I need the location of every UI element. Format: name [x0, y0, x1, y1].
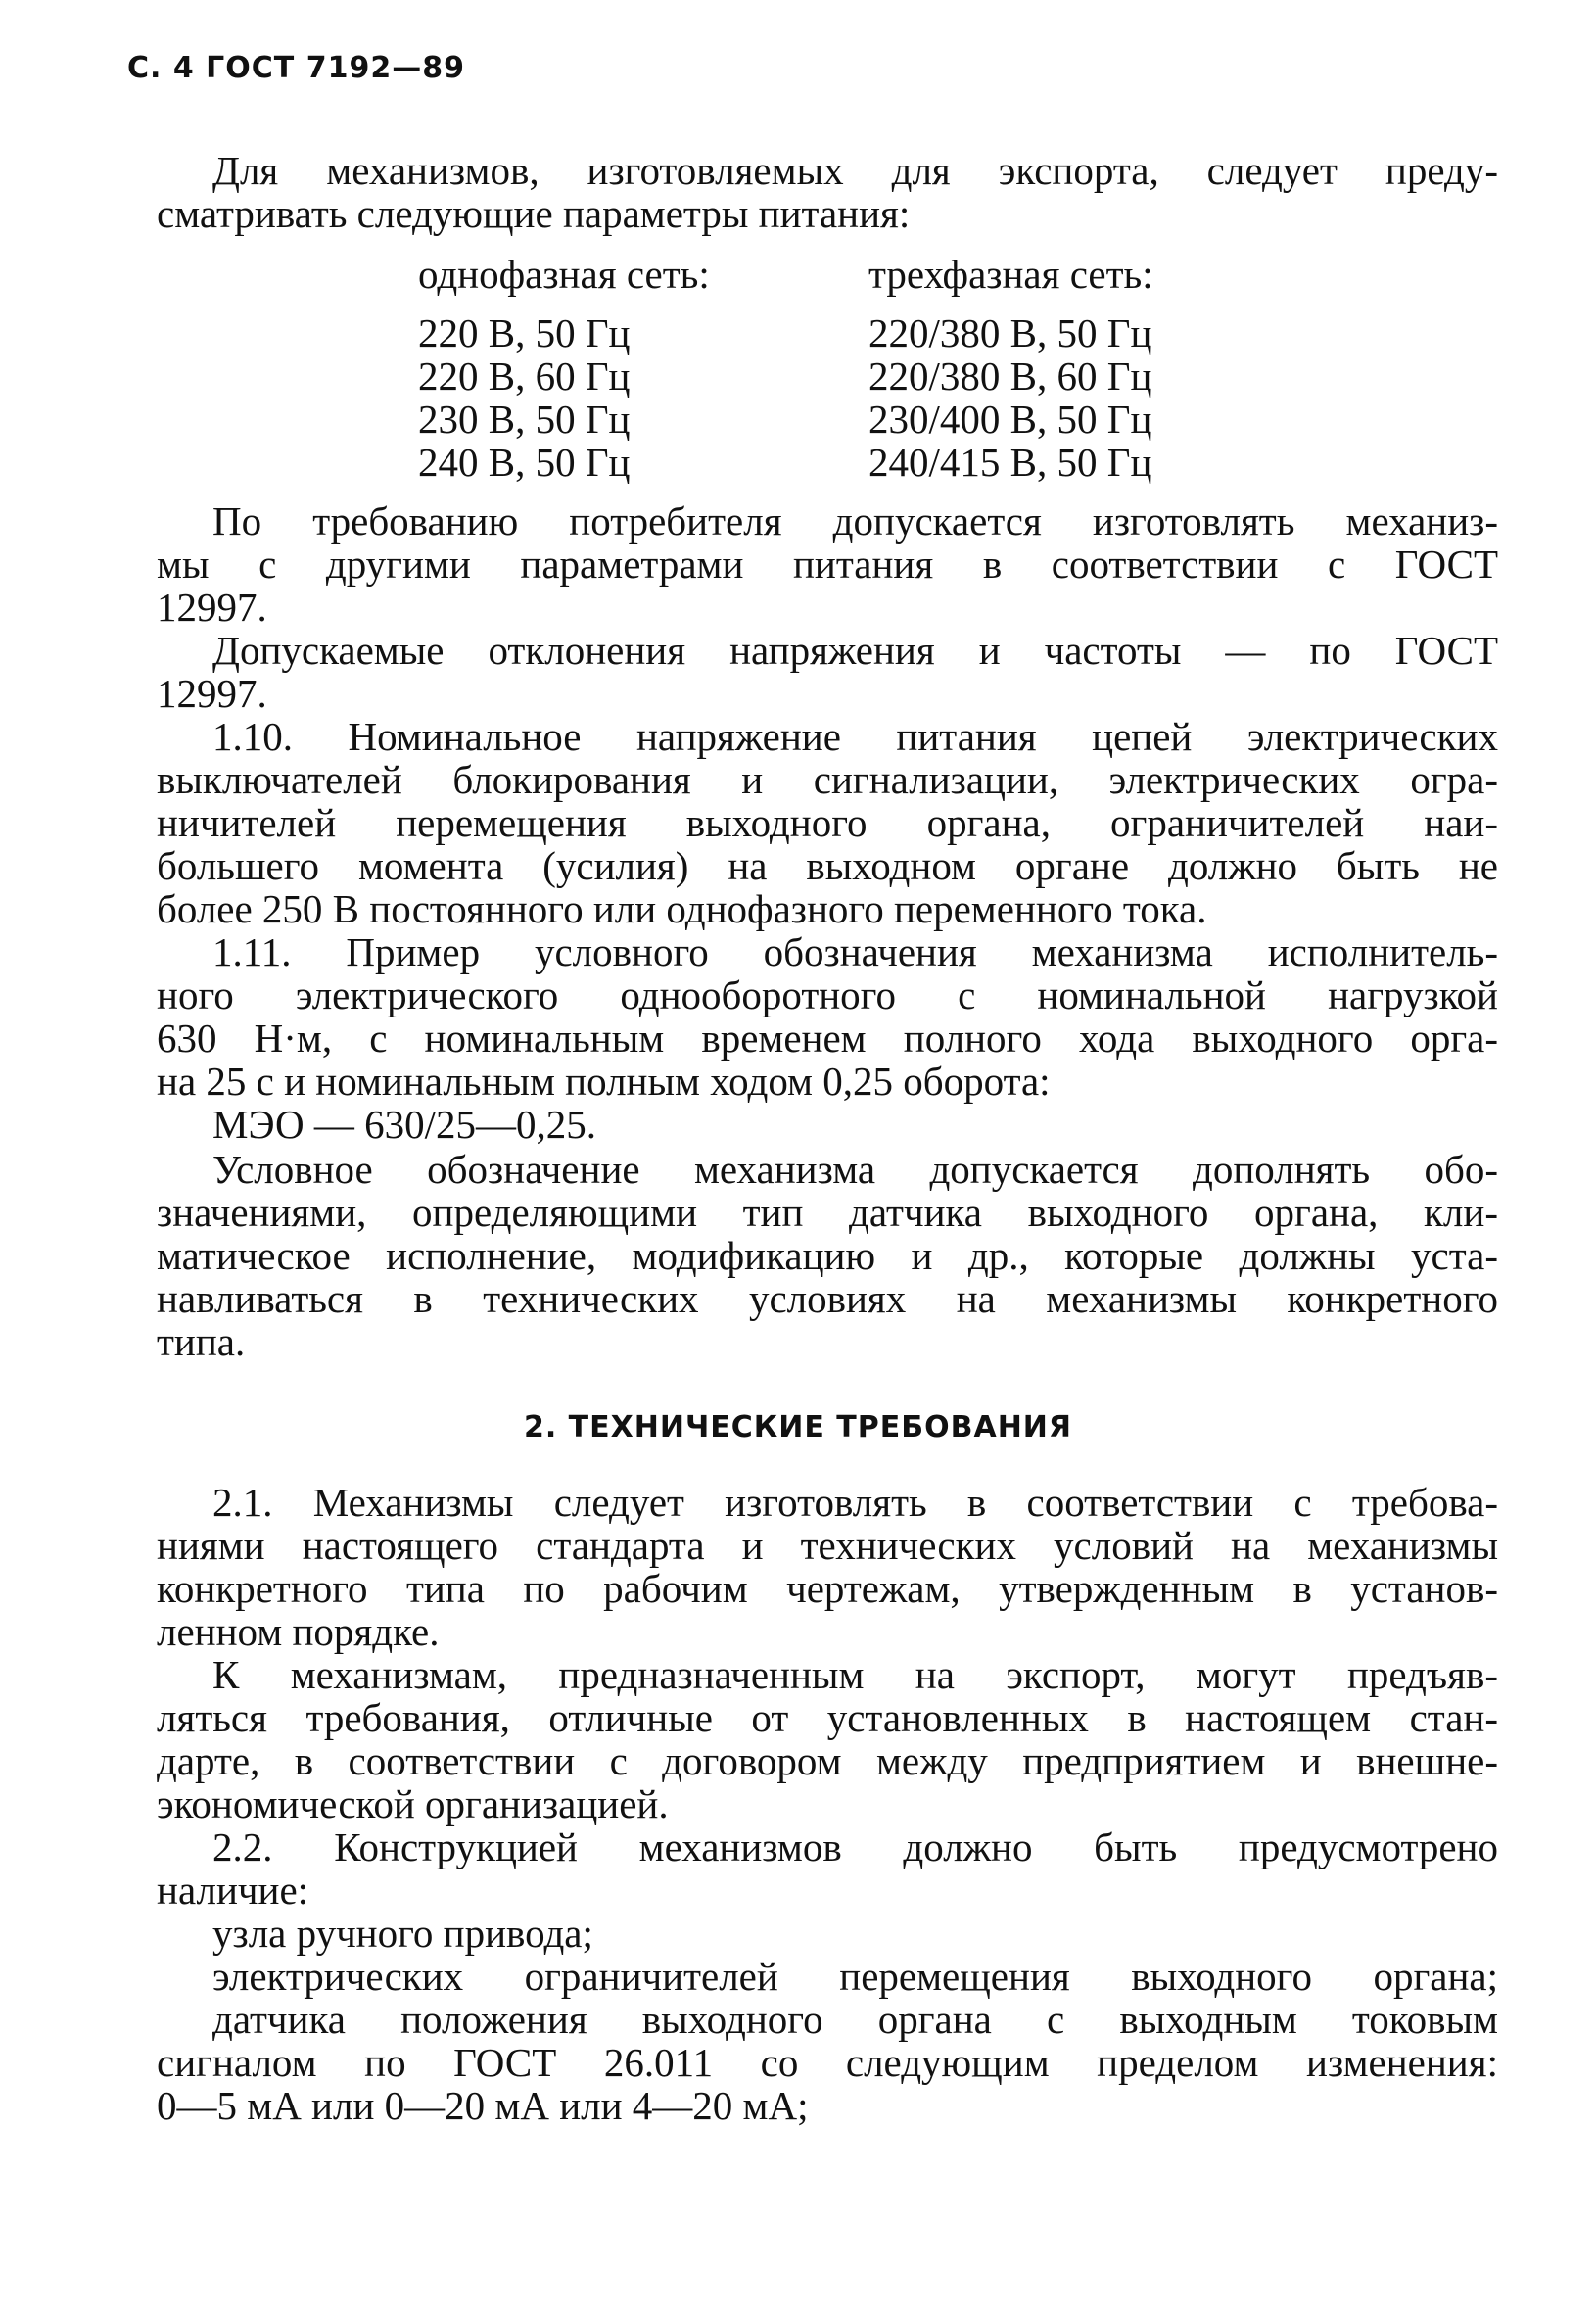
paragraph-line: 12997. — [157, 671, 267, 716]
clause-1-10-line: более 250 В постоянного или однофазного переменного тока. — [157, 886, 1207, 931]
clause-1-11-line: ного электрического однооборотного с номинальной нагрузкой — [157, 972, 1498, 1017]
paragraph-line: По требованию потребителя допускается изготовлять механиз- — [212, 498, 1498, 544]
designation-example: МЭО — 630/25—0,25. — [212, 1102, 597, 1147]
clause-1-10-line: выключателей блокирования и сигнализации, электрических огра- — [157, 757, 1498, 802]
clause-2-2-line: 2.2. Конструкцией механизмов должно быть предусмотрено — [212, 1824, 1498, 1869]
single-phase-value: 240 В, 50 Гц — [418, 440, 631, 485]
sensor-item-line: датчика положения выходного органа с выходным токовым — [212, 1997, 1498, 2042]
paragraph-line: дарте, в соответствии с договором между предприятием и внешне- — [157, 1738, 1498, 1783]
intro-line-1: Для механизмов, изготовляемых для экспорта, следует преду- — [212, 148, 1498, 193]
sensor-item-line: 0—5 мА или 0—20 мА или 4—20 мА; — [157, 2083, 809, 2128]
paragraph-line: Условное обозначение механизма допускается дополнять обо- — [212, 1147, 1498, 1192]
three-phase-column — [868, 253, 1153, 484]
clause-2-1-line: конкретного типа по рабочим чертежам, утвержденным в установ- — [157, 1566, 1498, 1611]
paragraph-line: Допускаемые отклонения напряжения и частоты — по ГОСТ — [212, 628, 1498, 673]
single-phase-column — [418, 253, 710, 484]
single-phase-value: 220 В, 50 Гц — [418, 310, 631, 355]
clause-1-10-line: большего момента (усилия) на выходном органе должно быть не — [157, 843, 1498, 888]
clause-2-1-line: ниями настоящего стандарта и технических условий на механизмы — [157, 1523, 1498, 1568]
clause-2-1-line: 2.1. Механизмы следует изготовлять в соответствии с требова- — [212, 1480, 1498, 1525]
clause-1-11-line: 1.11. Пример условного обозначения механизма исполнитель- — [212, 929, 1498, 974]
paragraph-line: ляться требования, отличные от установленных в настоящем стан- — [157, 1695, 1498, 1740]
sensor-item-line: сигналом по ГОСТ 26.011 со следующим пределом изменения: — [157, 2040, 1498, 2085]
three-phase-header: трехфазная сеть: — [868, 252, 1153, 297]
paragraph-line: экономической организацией. — [157, 1781, 669, 1826]
clause-2-1-line: ленном порядке. — [157, 1609, 440, 1654]
three-phase-value: 240/415 В, 50 Гц — [868, 440, 1152, 485]
single-phase-value: 220 В, 60 Гц — [418, 354, 631, 399]
clause-1-10-line: ничителей перемещения выходного органа, ограничителей наи- — [157, 800, 1498, 845]
paragraph-line: 12997. — [157, 585, 267, 630]
clause-1-11-line: 630 Н·м, с номинальным временем полного хода выходного орга- — [157, 1016, 1498, 1061]
intro-line-2: сматривать следующие параметры питания: — [157, 191, 911, 236]
list-item: электрических ограничителей перемещения выходного органа; — [212, 1954, 1498, 1999]
list-item: узла ручного привода; — [212, 1911, 593, 1956]
paragraph-line: навливаться в технических условиях на механизмы конкретного — [157, 1276, 1498, 1321]
clause-1-10-line: 1.10. Номинальное напряжение питания цепей электрических — [212, 714, 1498, 759]
single-phase-header: однофазная сеть: — [418, 252, 710, 297]
single-phase-value: 230 В, 50 Гц — [418, 397, 631, 442]
clause-1-11-line: на 25 с и номинальным полным ходом 0,25 оборота: — [157, 1059, 1051, 1104]
three-phase-value: 230/400 В, 50 Гц — [868, 397, 1152, 442]
three-phase-value: 220/380 В, 60 Гц — [868, 354, 1152, 399]
paragraph-line: мы с другими параметрами питания в соответствии с ГОСТ — [157, 542, 1498, 587]
section-heading: 2. ТЕХНИЧЕСКИЕ ТРЕБОВАНИЯ — [523, 1410, 1073, 1444]
paragraph-line: матическое исполнение, модификацию и др., которые должны уста- — [157, 1233, 1498, 1278]
three-phase-value: 220/380 В, 50 Гц — [868, 310, 1152, 355]
clause-2-2-line: наличие: — [157, 1868, 309, 1913]
paragraph-line: типа. — [157, 1319, 246, 1364]
paragraph-line: значениями, определяющими тип датчика выходного органа, кли- — [157, 1190, 1498, 1235]
paragraph-line: К механизмам, предназначенным на экспорт, могут предъяв- — [212, 1652, 1498, 1697]
running-head: С. 4 ГОСТ 7192—89 — [127, 51, 465, 85]
